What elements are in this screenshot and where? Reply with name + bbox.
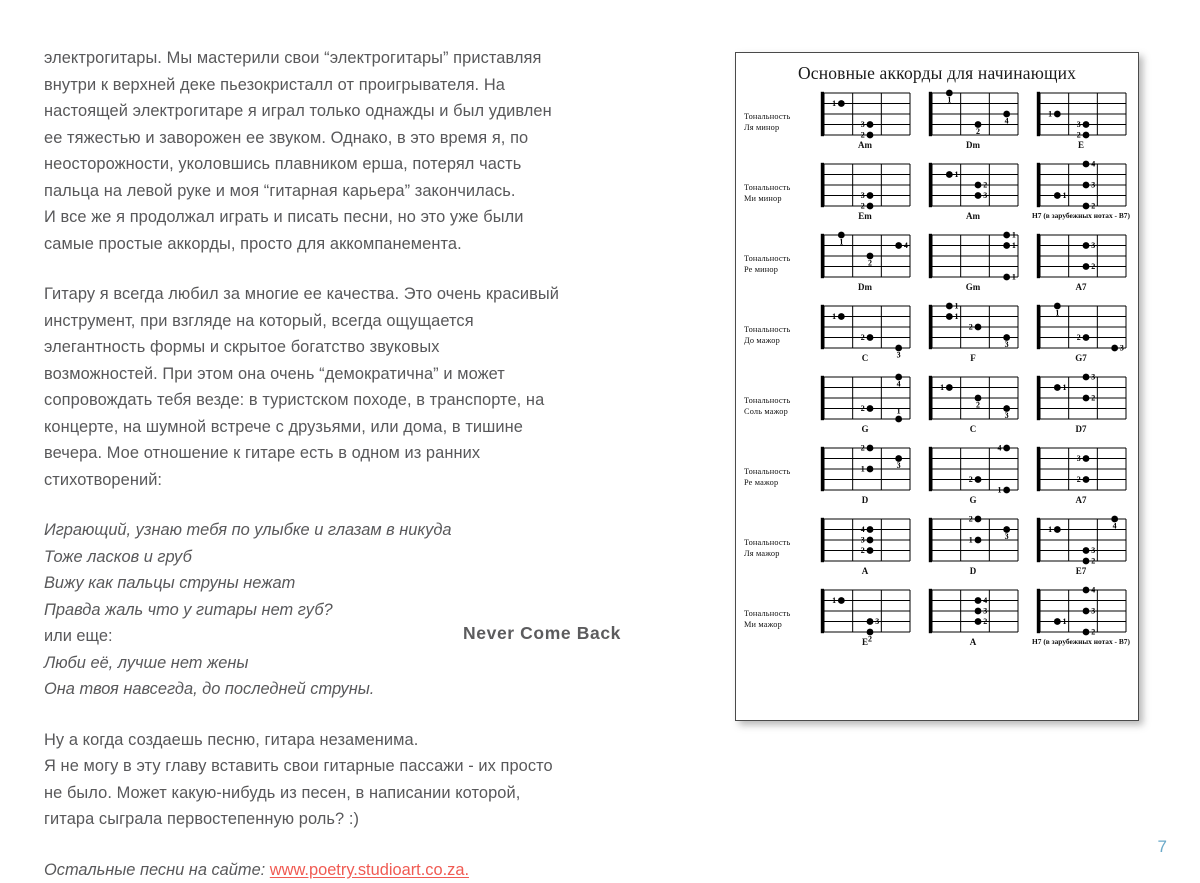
chord-diagram-cell — [1032, 303, 1130, 364]
finger-dot — [867, 466, 874, 473]
finger-dot — [1111, 345, 1118, 352]
key-label-line2: Ля мажор — [744, 549, 816, 560]
fretboard-diagram — [924, 232, 1022, 282]
chord-row-key-label — [744, 303, 816, 346]
finger-dot — [867, 547, 874, 554]
chord-name-label: H7 (в зарубежных нотах - B7) — [1032, 212, 1130, 220]
chord-diagram-cell — [924, 374, 1022, 435]
chord-diagram-cell — [816, 161, 914, 222]
chord-diagram-cell — [816, 445, 914, 506]
chord-name-label: F — [924, 354, 1022, 364]
finger-number: 1 — [1048, 110, 1052, 119]
finger-number: 1 — [969, 536, 973, 545]
chord-row-key-label — [744, 445, 816, 488]
text-line: сопровождать тебя везде: в туристском походе, в транспорте, на — [44, 391, 544, 409]
finger-dot — [1083, 608, 1090, 615]
chord-name-label: D — [924, 567, 1022, 577]
finger-number: 1 — [1012, 273, 1016, 282]
finger-number: 1 — [940, 383, 944, 392]
chord-diagram-cell — [924, 232, 1022, 293]
finger-number: 1 — [861, 465, 865, 474]
chord-row-diagrams — [816, 303, 1130, 364]
poem-line: Играющий, узнаю тебя по улыбке и глазам в никуда — [44, 517, 604, 544]
chord-row-key-label — [744, 587, 816, 630]
key-label-line2: Ми минор — [744, 194, 816, 205]
finger-number: 3 — [897, 461, 901, 470]
fretboard-diagram — [816, 161, 914, 211]
website-line-prefix: Остальные песни на сайте: — [44, 861, 270, 879]
finger-number: 1 — [955, 302, 959, 311]
fretboard-diagram — [1032, 90, 1130, 140]
text-line: Я не могу в эту главу вставить свои гитарные пассажи - их просто — [44, 757, 553, 775]
finger-dot — [1003, 445, 1010, 452]
finger-number: 1 — [1048, 525, 1052, 534]
finger-number: 2 — [1091, 557, 1095, 566]
finger-dot — [975, 192, 982, 199]
chord-diagram-cell — [816, 374, 914, 435]
finger-dot — [1003, 487, 1010, 494]
finger-dot — [975, 597, 982, 604]
finger-number: 1 — [1012, 241, 1016, 250]
poem-block — [44, 517, 604, 703]
finger-dot — [975, 608, 982, 615]
key-label-line2: Ля минор — [744, 123, 816, 134]
chord-chart-panel — [735, 52, 1139, 721]
finger-dot — [1083, 242, 1090, 249]
finger-number: 1 — [1063, 617, 1067, 626]
fretboard-diagram — [816, 445, 914, 495]
finger-dot — [946, 384, 953, 391]
paragraph-closing — [44, 727, 604, 833]
finger-number: 3 — [983, 607, 987, 616]
fretboard-diagram — [1032, 445, 1130, 495]
chord-diagram-cell — [816, 516, 914, 577]
chord-name-label: Gm — [924, 283, 1022, 293]
poem-line: Она твоя навсегда, до последней струны. — [44, 676, 604, 703]
text-line: элегантность формы и скрытое богатство звуковых — [44, 338, 440, 356]
text-line: ее тяжестью и заворожен ее звуком. Однако, в это время я, по — [44, 129, 528, 147]
chord-diagram-cell — [1032, 161, 1130, 222]
finger-dot — [1083, 132, 1090, 139]
finger-dot — [867, 132, 874, 139]
chord-row-diagrams — [816, 374, 1130, 435]
fretboard-diagram — [924, 445, 1022, 495]
chord-diagram-cell — [924, 516, 1022, 577]
key-label-line2: Ми мажор — [744, 620, 816, 631]
text-line: неосторожности, уколовшись плавником ерша, потерял часть — [44, 155, 521, 173]
finger-number: 3 — [875, 617, 879, 626]
fretboard-diagram — [816, 232, 914, 282]
chord-name-label: G — [924, 496, 1022, 506]
chord-diagram-cell — [816, 90, 914, 151]
key-label-line1: Тональность — [744, 183, 816, 194]
fretboard-diagram — [924, 90, 1022, 140]
finger-dot — [867, 445, 874, 452]
text-line: гитара сыграла первостепенную роль? :) — [44, 810, 359, 828]
chord-row-diagrams — [816, 445, 1130, 506]
fretboard-diagram — [1032, 232, 1130, 282]
chord-row-diagrams — [816, 232, 1130, 293]
chord-row-diagrams — [816, 587, 1130, 648]
chord-name-label: C — [816, 354, 914, 364]
chord-name-label: Am — [816, 141, 914, 151]
finger-number: 4 — [1091, 586, 1095, 595]
finger-number: 2 — [868, 259, 872, 268]
chord-chart-row — [744, 516, 1130, 587]
finger-number: 2 — [861, 546, 865, 555]
key-label-line1: Тональность — [744, 254, 816, 265]
chord-name-label: D — [816, 496, 914, 506]
finger-dot — [1083, 455, 1090, 462]
fretboard-diagram — [816, 90, 914, 140]
text-line: стихотворений: — [44, 471, 162, 489]
chord-chart-row — [744, 303, 1130, 374]
finger-number: 3 — [1005, 532, 1009, 541]
chord-diagram-cell — [924, 90, 1022, 151]
finger-number: 2 — [976, 401, 980, 410]
chord-chart-row — [744, 374, 1130, 445]
finger-number: 2 — [969, 475, 973, 484]
finger-dot — [946, 303, 953, 310]
fretboard-diagram — [1032, 374, 1130, 424]
fretboard-diagram — [816, 516, 914, 566]
finger-number: 3 — [1077, 454, 1081, 463]
finger-number: 4 — [997, 444, 1001, 453]
finger-dot — [975, 537, 982, 544]
finger-number: 3 — [861, 191, 865, 200]
finger-number: 1 — [839, 238, 843, 247]
chord-name-label: G — [816, 425, 914, 435]
key-label-line2: Соль мажор — [744, 407, 816, 418]
finger-number: 3 — [1091, 546, 1095, 555]
chord-name-label: E — [816, 638, 914, 648]
chord-name-label: E — [1032, 141, 1130, 151]
text-line: концерте, на шумной встрече с друзьями, или дома, в тишине — [44, 418, 523, 436]
chord-chart-row — [744, 90, 1130, 161]
finger-number: 3 — [983, 191, 987, 200]
finger-dot — [895, 416, 902, 423]
finger-dot — [1054, 192, 1061, 199]
finger-number: 3 — [1091, 181, 1095, 190]
chord-chart-row — [744, 587, 1130, 658]
finger-dot — [867, 618, 874, 625]
chord-row-diagrams — [816, 161, 1130, 222]
finger-number: 2 — [1091, 628, 1095, 637]
chord-row-key-label — [744, 374, 816, 417]
article-text-column — [44, 45, 604, 883]
finger-number: 3 — [861, 536, 865, 545]
finger-dot — [1083, 629, 1090, 636]
text-line: вечера. Мое отношение к гитаре есть в одном из ранних — [44, 444, 480, 462]
finger-number: 3 — [861, 120, 865, 129]
finger-dot — [1083, 587, 1090, 594]
finger-dot — [1083, 161, 1090, 168]
chord-row-diagrams — [816, 90, 1130, 151]
finger-dot — [975, 618, 982, 625]
finger-number: 2 — [861, 404, 865, 413]
finger-number: 2 — [868, 635, 872, 644]
fretboard-diagram — [924, 587, 1022, 637]
finger-number: 3 — [1120, 344, 1124, 353]
finger-dot — [1054, 384, 1061, 391]
text-line: возможностей. При этом она очень “демократична” и может — [44, 365, 505, 383]
finger-dot — [975, 476, 982, 483]
finger-dot — [1083, 476, 1090, 483]
page-number: 7 — [1158, 837, 1167, 857]
fretboard-diagram — [816, 303, 914, 353]
finger-dot — [1083, 182, 1090, 189]
text-line: пальца на левой руке и моя “гитарная карьера” закончилась. — [44, 182, 516, 200]
finger-number: 2 — [1077, 333, 1081, 342]
finger-number: 2 — [1091, 262, 1095, 271]
text-line: не было. Может какую-нибудь из песен, в написании которой, — [44, 784, 520, 802]
key-label-line1: Тональность — [744, 112, 816, 123]
text-line: внутри к верхней деке пьезокристалл от проигрывателя. На — [44, 76, 505, 94]
chord-name-label: A7 — [1032, 283, 1130, 293]
chord-name-label: A — [924, 638, 1022, 648]
key-label-line2: Ре минор — [744, 265, 816, 276]
finger-dot — [1083, 121, 1090, 128]
finger-dot — [867, 537, 874, 544]
finger-dot — [1003, 274, 1010, 281]
finger-dot — [1083, 547, 1090, 554]
finger-number: 4 — [1091, 160, 1095, 169]
key-label-line1: Тональность — [744, 325, 816, 336]
chord-chart-rows — [736, 84, 1138, 662]
fretboard-diagram — [1032, 303, 1130, 353]
finger-number: 4 — [1113, 522, 1117, 531]
text-line: И все же я продолжал играть и писать песни, но это уже были — [44, 208, 523, 226]
text-line: инструмент, при взгляде на который, всегда ощущается — [44, 312, 474, 330]
chord-diagram-cell — [1032, 516, 1130, 577]
chord-diagram-cell — [816, 232, 914, 293]
finger-number: 1 — [997, 486, 1001, 495]
finger-dot — [867, 405, 874, 412]
key-label-line1: Тональность — [744, 467, 816, 478]
chord-diagram-cell — [816, 587, 914, 648]
finger-number: 1 — [1012, 231, 1016, 240]
finger-number: 2 — [976, 127, 980, 136]
chord-name-label: Em — [816, 212, 914, 222]
finger-number: 1 — [947, 96, 951, 105]
finger-dot — [1083, 558, 1090, 565]
chord-diagram-cell — [924, 161, 1022, 222]
fretboard-diagram — [1032, 587, 1130, 637]
finger-number: 2 — [861, 444, 865, 453]
finger-number: 3 — [1005, 340, 1009, 349]
poem-line: Люби её, лучше нет жены — [44, 650, 604, 677]
fretboard-diagram — [924, 161, 1022, 211]
chord-diagram-cell — [924, 445, 1022, 506]
chord-diagram-cell — [1032, 587, 1130, 648]
finger-number: 3 — [1077, 120, 1081, 129]
key-label-line1: Тональность — [744, 538, 816, 549]
finger-dot — [1083, 203, 1090, 210]
finger-dot — [1054, 618, 1061, 625]
chord-chart-title: Основные аккорды для начинающих — [736, 53, 1138, 84]
finger-number: 2 — [1091, 202, 1095, 211]
finger-dot — [867, 526, 874, 533]
finger-dot — [838, 100, 845, 107]
finger-number: 2 — [969, 515, 973, 524]
chord-name-label: G7 — [1032, 354, 1130, 364]
chord-diagram-cell — [924, 303, 1022, 364]
finger-dot — [975, 516, 982, 523]
paragraph-intro — [44, 45, 604, 257]
finger-number: 4 — [897, 380, 901, 389]
fretboard-diagram — [816, 587, 914, 637]
chord-name-label: Dm — [816, 283, 914, 293]
finger-dot — [946, 313, 953, 320]
finger-number: 4 — [904, 241, 908, 250]
finger-dot — [1003, 242, 1010, 249]
chord-row-diagrams — [816, 516, 1130, 577]
website-line — [44, 857, 604, 883]
paragraph-guitar-qualities — [44, 281, 604, 493]
finger-dot — [1003, 232, 1010, 239]
key-label-line1: Тональность — [744, 396, 816, 407]
finger-number: 4 — [1005, 117, 1009, 126]
key-label-line2: До мажор — [744, 336, 816, 347]
finger-number: 2 — [1091, 394, 1095, 403]
finger-dot — [838, 597, 845, 604]
finger-dot — [867, 121, 874, 128]
finger-dot — [1083, 263, 1090, 270]
fretboard-diagram — [816, 374, 914, 424]
key-label-line1: Тональность — [744, 609, 816, 620]
finger-dot — [895, 242, 902, 249]
finger-number: 1 — [955, 170, 959, 179]
finger-number: 1 — [832, 312, 836, 321]
finger-dot — [1054, 111, 1061, 118]
fretboard-diagram — [1032, 516, 1130, 566]
fretboard-diagram — [924, 374, 1022, 424]
finger-number: 3 — [1091, 241, 1095, 250]
poem-line: Правда жаль что у гитары нет губ? — [44, 597, 604, 624]
chord-row-key-label — [744, 516, 816, 559]
text-line: электрогитары. Мы мастерили свои “электрогитары” приставляя — [44, 49, 541, 67]
finger-number: 2 — [983, 181, 987, 190]
fretboard-diagram — [924, 303, 1022, 353]
chord-diagram-cell — [1032, 90, 1130, 151]
finger-number: 3 — [1005, 411, 1009, 420]
finger-dot — [1083, 395, 1090, 402]
text-line: самые простые аккорды, просто для аккомпанемента. — [44, 235, 462, 253]
chord-diagram-cell — [924, 587, 1022, 648]
text-line: настоящей электрогитаре я играл только однажды и был удивлен — [44, 102, 552, 120]
chord-diagram-cell — [1032, 374, 1130, 435]
finger-number: 2 — [861, 333, 865, 342]
finger-number: 3 — [1091, 373, 1095, 382]
finger-number: 2 — [1077, 475, 1081, 484]
finger-dot — [975, 324, 982, 331]
finger-number: 1 — [832, 596, 836, 605]
poem-line: Тоже ласков и груб — [44, 544, 604, 571]
chord-chart-row — [744, 232, 1130, 303]
key-label-line2: Ре мажор — [744, 478, 816, 489]
chord-name-label: A — [816, 567, 914, 577]
chord-diagram-cell — [1032, 232, 1130, 293]
finger-number: 2 — [861, 131, 865, 140]
finger-number: 2 — [983, 617, 987, 626]
finger-dot — [1083, 334, 1090, 341]
chord-name-label: Am — [924, 212, 1022, 222]
finger-dot — [867, 334, 874, 341]
chord-row-key-label — [744, 161, 816, 204]
poem-line: Вижу как пальцы струны нежат — [44, 570, 604, 597]
chord-row-key-label — [744, 232, 816, 275]
song-title-note: Never Come Back — [463, 623, 621, 644]
finger-number: 1 — [897, 407, 901, 416]
finger-number: 4 — [861, 525, 865, 534]
finger-number: 1 — [832, 99, 836, 108]
finger-number: 2 — [1077, 131, 1081, 140]
finger-number: 1 — [1063, 191, 1067, 200]
chord-name-label: E7 — [1032, 567, 1130, 577]
chord-name-label: D7 — [1032, 425, 1130, 435]
finger-number: 1 — [1063, 383, 1067, 392]
finger-number: 2 — [969, 323, 973, 332]
finger-number: 1 — [955, 312, 959, 321]
finger-dot — [975, 182, 982, 189]
finger-number: 1 — [1055, 309, 1059, 318]
finger-number: 3 — [1091, 607, 1095, 616]
chord-name-label: C — [924, 425, 1022, 435]
finger-dot — [867, 203, 874, 210]
finger-dot — [1054, 526, 1061, 533]
fretboard-diagram — [1032, 161, 1130, 211]
finger-dot — [1083, 374, 1090, 381]
finger-dot — [867, 192, 874, 199]
finger-number: 2 — [861, 202, 865, 211]
finger-dot — [838, 313, 845, 320]
chord-name-label: H7 (в зарубежных нотах - B7) — [1032, 638, 1130, 646]
poem-line: или еще: — [44, 623, 604, 650]
text-line: Гитару я всегда любил за многие ее качества. Это очень красивый — [44, 285, 559, 303]
finger-number: 4 — [983, 596, 987, 605]
fretboard-diagram — [924, 516, 1022, 566]
text-line: Ну а когда создаешь песню, гитара незаменима. — [44, 731, 418, 749]
chord-name-label: A7 — [1032, 496, 1130, 506]
chord-diagram-cell — [1032, 445, 1130, 506]
chord-row-key-label — [744, 90, 816, 133]
chord-diagram-cell — [816, 303, 914, 364]
finger-dot — [946, 171, 953, 178]
chord-chart-row — [744, 161, 1130, 232]
finger-number: 3 — [897, 351, 901, 360]
chord-name-label: Dm — [924, 141, 1022, 151]
chord-chart-row — [744, 445, 1130, 516]
website-link[interactable]: www.poetry.studioart.co.za. — [270, 861, 469, 879]
